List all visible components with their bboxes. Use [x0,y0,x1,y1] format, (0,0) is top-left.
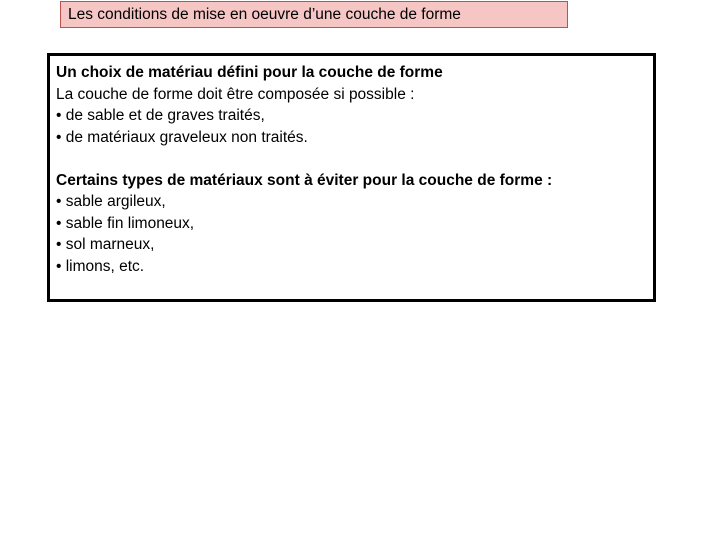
section2-heading: Certains types de matériaux sont à éviter pour la couche de forme : [56,171,553,189]
slide-title: Les conditions de mise en oeuvre d’une couche de forme [60,1,568,28]
list-item: • sol marneux, [56,236,155,253]
section1-heading: Un choix de matériau défini pour la couche de forme [56,64,443,81]
list-item: • sable fin limoneux, [56,214,195,232]
list-item: • sable argileux, [56,193,166,210]
section1-intro: La couche de forme doit être composée si possible : [56,85,415,103]
list-item: • de matériaux graveleux non traités. [56,128,308,146]
list-item: • limons, etc. [56,257,145,275]
spacer [56,148,653,170]
list-item: • de sable et de graves traités, [56,107,265,124]
content-box [47,53,656,302]
